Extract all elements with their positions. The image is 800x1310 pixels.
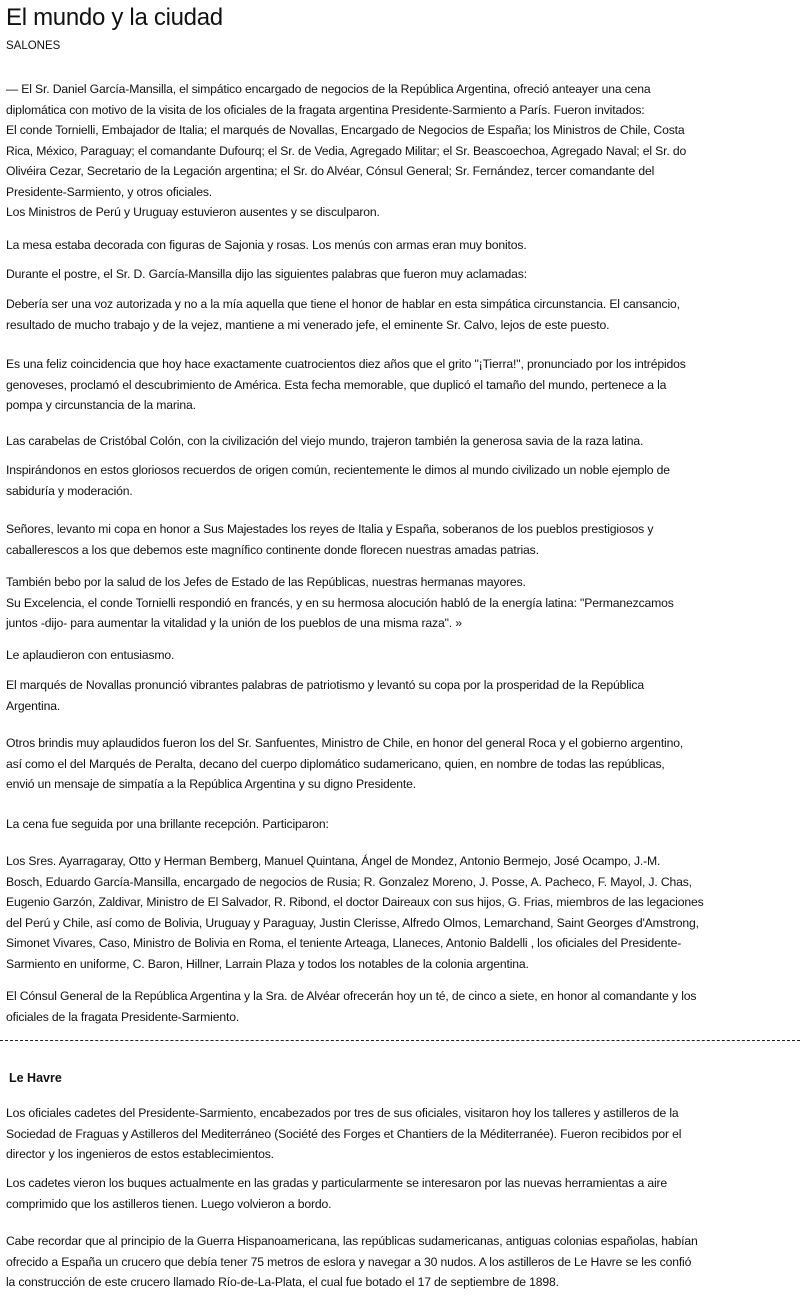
- paragraph-line: genoveses, proclamó el descubrimiento de América. Esta fecha memorable, que duplicó el tamaño del mundo, pertenece a la: [6, 377, 667, 392]
- paragraph-line: envió un mensaje de simpatía a la República Argentina y su digno Presidente.: [6, 777, 417, 791]
- paragraph-line: sabiduría y moderación.: [6, 483, 133, 498]
- paragraph-line: pompa y circunstancia de la marina.: [6, 398, 196, 412]
- paragraph-line: juntos -dijo- para aumentar la vitalidad y la unión de los pueblos de una misma raza". »: [6, 616, 462, 630]
- paragraph-line: del Perú y Chile, así como de Bolivia, Uruguay y Paraguay, Justin Clerisse, Alfredo Olmos, Lemarchand, Saint Georges d'Amstrong,: [6, 915, 699, 930]
- paragraph-line: El conde Tornielli, Embajador de Italia; el marqués de Novallas, Encargado de Negocios de España; los Ministros de Chile, Costa: [6, 123, 685, 137]
- section-heading-le-havre: Le Havre: [9, 1071, 62, 1085]
- paragraph-line: la construcción de este crucero llamado Río-de-La-Plata, el cual fue botado el 17 de septiembre de 1898.: [6, 1275, 559, 1289]
- paragraph-line: Cabe recordar que al principio de la Guerra Hispanoamericana, las repúblicas sudamericanas, antiguas colonias españolas, habían: [6, 1234, 698, 1248]
- paragraph-line: Bosch, Eduardo García-Mansilla, encargado de negocios de Rusia; R. Gonzalez Moreno, J. Posse, A. Pacheco, F. Mayol, J. Chas,: [6, 874, 692, 889]
- paragraph-line: Los cadetes vieron los buques actualmente en las gradas y particularmente se interesaron por las nuevas herramientas a aire: [6, 1176, 668, 1190]
- paragraph: [6, 431, 800, 452]
- paragraph: [6, 1173, 800, 1214]
- paragraph-line: La mesa estaba decorada con figuras de Sajonia y rosas. Los menús con armas eran muy bonitos.: [6, 238, 527, 252]
- paragraph-line: Sarmiento en uniforme, C. Baron, Hillner, Larrain Plaza y todos los notables de la colonia argentina.: [6, 956, 529, 971]
- paragraph-line: — El Sr. Daniel García-Mansilla, el simpático encargado de negocios de la República Argentina, ofreció anteayer una cena: [6, 82, 651, 96]
- paragraph-line: director y los ingenieros de estos establecimientos.: [6, 1147, 274, 1161]
- paragraph: [6, 294, 800, 335]
- paragraph: [6, 733, 800, 795]
- paragraph-line: Olivéira Cezar, Secretario de la Legación argentina; el Sr. do Alvéar, Cónsul General; Sr. Fernández, tercer comandante del: [6, 164, 655, 178]
- paragraph: [6, 814, 800, 835]
- paragraph: [6, 460, 800, 501]
- paragraph: [6, 675, 800, 716]
- paragraph-line: Señores, levanto mi copa en honor a Sus Majestades los reyes de Italia y España, soberanos de los pueblos prestigiosos y: [6, 522, 654, 536]
- paragraph-line: así como el del Marqués de Peralta, decano del cuerpo diplomático sudamericano, quien, en nombre de todas las repúblicas,: [6, 756, 665, 771]
- page-title: El mundo y la ciudad: [6, 4, 223, 31]
- paragraph-line: Otros brindis muy aplaudidos fueron los del Sr. Sanfuentes, Ministro de Chile, en honor del general Roca y el gobierno argentino,: [6, 736, 684, 750]
- paragraph: [6, 572, 800, 634]
- paragraph: [6, 519, 800, 560]
- paragraph-line: resultado de mucho trabajo y de la vejez, mantiene a mi venerado jefe, el eminente Sr. Calvo, lejos de este puesto.: [6, 317, 610, 332]
- paragraph-line: Su Excelencia, el conde Tornielli respondió en francés, y en su hermosa alocución habló de la energía latina: "Permanezcamos: [6, 595, 674, 610]
- paragraph-line: caballerescos a los que debemos este magnífico continente donde florecen nuestras amadas patrias.: [6, 542, 539, 557]
- paragraph-line: Los Ministros de Perú y Uruguay estuvieron ausentes y se disculparon.: [6, 205, 380, 219]
- paragraph-line: Debería ser una voz autorizada y no a la mía aquella que tiene el honor de hablar en esta simpática circunstancia. El cansancio,: [6, 297, 680, 311]
- paragraph: [6, 235, 800, 256]
- section-label: SALONES: [6, 40, 61, 52]
- paragraph-line: Sociedad de Fraguas y Astilleros del Mediterráneo (Société des Forges et Chantiers de la Méditerranée). Fueron recibidos por el: [6, 1126, 682, 1141]
- paragraph: [6, 1103, 800, 1165]
- paragraph-line: diplomática con motivo de la visita de los oficiales de la fragata argentina Presidente-Sarmiento a París. Fueron invitados:: [6, 102, 645, 117]
- paragraph-line: El Cónsul General de la República Argentina y la Sra. de Alvéar ofrecerán hoy un té, de cinco a siete, en honor al comandante y los: [6, 989, 697, 1003]
- paragraph-line: Inspirándonos en estos gloriosos recuerdos de origen común, recientemente le dimos al mundo civilizado un noble ejemplo de: [6, 463, 670, 477]
- paragraph-line: El marqués de Novallas pronunció vibrantes palabras de patriotismo y levantó su copa por la prosperidad de la República: [6, 678, 644, 692]
- paragraph-line: Es una feliz coincidencia que hoy hace exactamente cuatrocientos diez años que el grito "¡Tierra!", pronunciado por los intrépidos: [6, 357, 686, 371]
- paragraph-line: comprimido que los astilleros tienen. Luego volvieron a bordo.: [6, 1196, 332, 1211]
- paragraph: [6, 1231, 800, 1293]
- paragraph: [6, 264, 800, 285]
- paragraph: [6, 645, 800, 666]
- paragraph-line: Los oficiales cadetes del Presidente-Sarmiento, encabezados por tres de sus oficiales, visitaron hoy los talleres y astilleros de la: [6, 1106, 679, 1120]
- paragraph-line: Durante el postre, el Sr. D. García-Mansilla dijo las siguientes palabras que fueron muy aclamadas:: [6, 267, 527, 281]
- paragraph: [6, 79, 800, 223]
- paragraph-line: Las carabelas de Cristóbal Colón, con la civilización del viejo mundo, trajeron también la generosa savia de la raza latina.: [6, 434, 644, 448]
- section-divider: [0, 1040, 800, 1041]
- paragraph-line: Simonet Vivares, Caso, Ministro de Bolivia en Roma, el teniente Arteaga, Llaneces, Antonio Baldelli , los oficiales del Presidente-: [6, 936, 682, 950]
- paragraph-line: Rica, México, Paraguay; el comandante Dufourq; el Sr. de Vedia, Agregado Militar; el Sr. Beascoechoa, Agregado Naval; el Sr. do: [6, 143, 687, 158]
- paragraph-line: Le aplaudieron con entusiasmo.: [6, 648, 175, 662]
- paragraph-line: Argentina.: [6, 698, 61, 713]
- paragraph-line: La cena fue seguida por una brillante recepción. Participaron:: [6, 817, 329, 831]
- paragraph-line: También bebo por la salud de los Jefes de Estado de las Repúblicas, nuestras hermanas mayores.: [6, 575, 526, 589]
- paragraph-line: Presidente-Sarmiento, y otros oficiales.: [6, 184, 213, 199]
- paragraph-line: Eugenio Garzón, Zaldivar, Ministro de El Salvador, R. Ribond, el doctor Daireaux con sus hijos, G. Frias, miembros de las legaciones: [6, 895, 704, 909]
- paragraph: [6, 986, 800, 1027]
- paragraph-line: Los Sres. Ayarragaray, Otto y Herman Bemberg, Manuel Quintana, Ángel de Mondez, Antonio Bermejo, José Ocampo, J.-M.: [6, 854, 661, 868]
- paragraph-line: ofrecido a España un crucero que debía tener 75 metros de eslora y navegar a 30 nudos. A los astilleros de Le Havre se les confió: [6, 1254, 692, 1269]
- paragraph-attendees: [6, 851, 800, 974]
- paragraph: [6, 354, 800, 416]
- paragraph-line: oficiales de la fragata Presidente-Sarmiento.: [6, 1009, 240, 1024]
